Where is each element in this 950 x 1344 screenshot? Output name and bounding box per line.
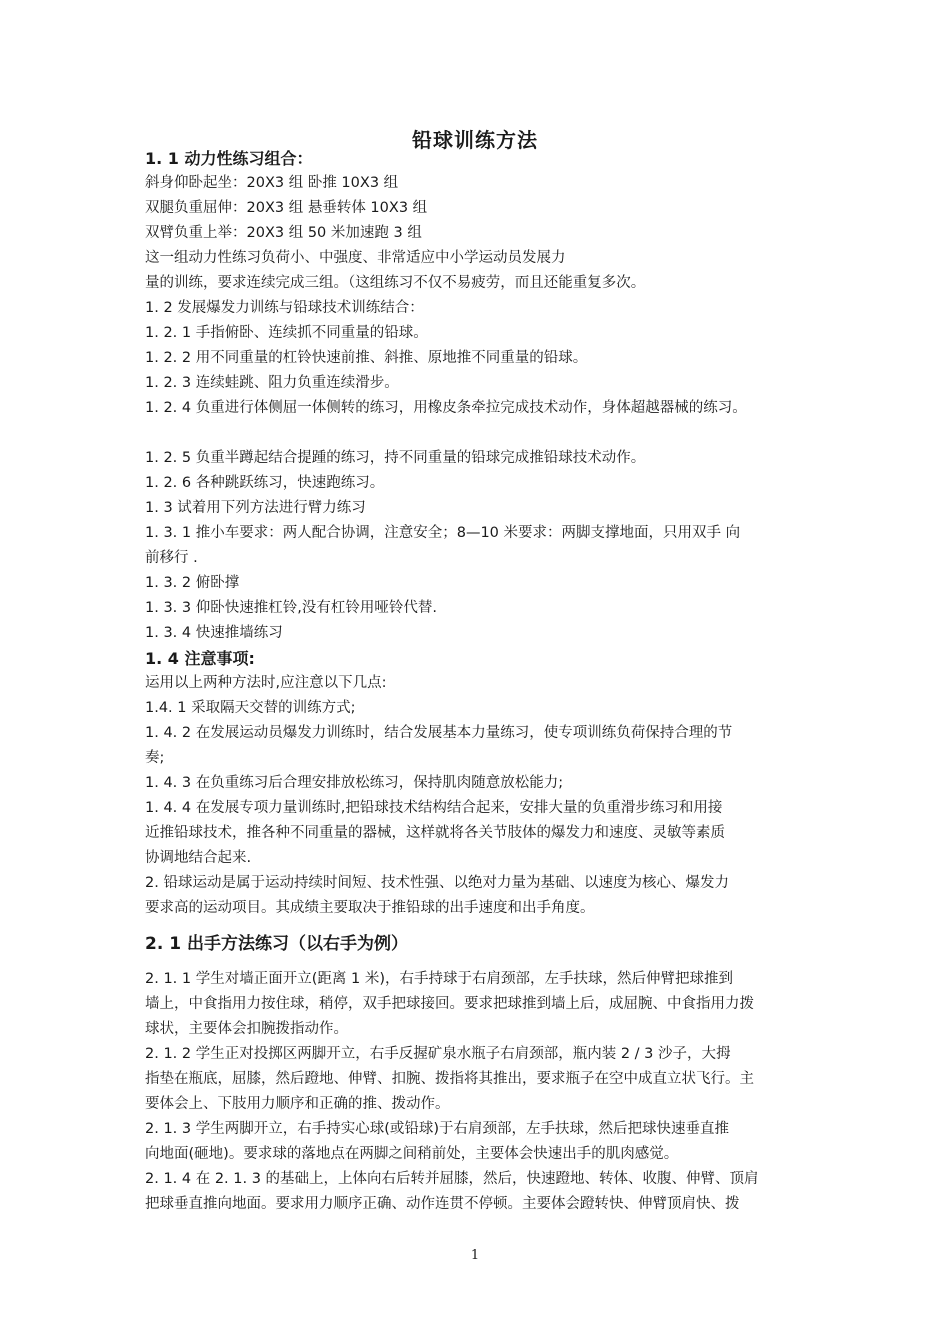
text-line: 1. 2. 2 用不同重量的杠铃快速前推、斜推、原地推不同重量的铅球。 [145,350,588,366]
text-line: 1. 4. 4 在发展专项力量训练时,把铅球技术结构结合起来，安排大量的负重滑步练习和用接 [145,800,723,816]
text-line: 1.4. 1 采取隔天交替的训练方式; [145,700,356,716]
text-line: 斜身仰卧起坐：20X3 组 卧推 10X3 组 [145,175,399,191]
text-line: 2. 铅球运动是属于运动持续时间短、技术性强、以绝对力量为基础、以速度为核心、爆发力 [145,875,729,891]
text-line: 要求高的运动项目。其成绩主要取决于推铅球的出手速度和出手角度。 [145,900,595,916]
text-line: 2. 1. 4 在 2. 1. 3 的基础上，上体向右后转并屈膝，然后，快速蹬地、转体、收腹、伸臂、顶肩 [145,1171,759,1187]
text-line: 1. 4. 2 在发展运动员爆发力训练时，结合发展基本力量练习，使专项训练负荷保持合理的节 [145,725,733,741]
page-number: 1 [470,1248,480,1263]
text-line: 这一组动力性练习负荷小、中强度、非常适应中小学运动员发展力 [145,250,566,266]
text-line: 要体会上、下肢用力顺序和正确的推、拨动作。 [145,1096,450,1112]
text-line: 1. 2 发展爆发力训练与铅球技术训练结合： [145,300,424,316]
text-line: 1. 2. 3 连续蛙跳、阻力负重连续滑步。 [145,375,399,391]
text-line: 向地面(砸地)。要求球的落地点在两脚之间稍前处，主要体会快速出手的肌肉感觉。 [145,1146,679,1162]
text-line: 1. 4. 3 在负重练习后合理安排放松练习，保持肌肉随意放松能力; [145,775,564,791]
text-line: 球状，主要体会扣腕拨指动作。 [145,1021,348,1037]
text-line: 1. 3 试着用下列方法进行臂力练习 [145,500,366,516]
text-line: 量的训练，要求连续完成三组。（这组练习不仅不易疲劳，而且还能重复多次。 [145,275,646,291]
text-line: 指垫在瓶底，屈膝，然后蹬地、伸臂、扣腕、拨指将其推出，要求瓶子在空中成直立状飞行。主 [145,1071,754,1087]
text-line: 把球垂直推向地面。要求用力顺序正确、动作连贯不停顿。主要体会蹬转快、伸臂顶肩快、拨 [145,1196,740,1212]
text-line: 1. 3. 1 推小车要求：两人配合协调，注意安全；8—10 米要求：两脚支撑地面，只用双手 向 [145,525,741,541]
document-body [145,146,825,1217]
text-line: 2. 1. 1 学生对墙正面开立(距离 1 米)，右手持球于右肩颈部，左手扶球，然后伸臂把球推到 [145,971,733,987]
text-line: 运用以上两种方法时,应注意以下几点: [145,675,387,691]
text-line: 1. 2. 6 各种跳跃练习，快速跑练习。 [145,475,385,491]
text-line: 双腿负重屈伸：20X3 组 悬垂转体 10X3 组 [145,200,428,216]
document-title: 铅球训练方法 [412,128,538,152]
text-line: 前移行 . [145,550,198,566]
text-line: 墙上，中食指用力按住球，稍停，双手把球接回。要求把球推到墙上后，成屈腕、中食指用力拨 [145,996,754,1012]
heading-2-1: 2. 1 出手方法练习（以右手为例） [145,934,408,954]
text-line: 双臂负重上举：20X3 组 50 米加速跑 3 组 [145,225,422,241]
heading-1-1: 1. 1 动力性练习组合： [145,149,313,168]
text-line: 协调地结合起来. [145,850,252,866]
text-line: 1. 3. 3 仰卧快速推杠铃,没有杠铃用哑铃代替. [145,600,437,616]
text-line: 1. 2. 5 负重半蹲起结合提踵的练习，持不同重量的铅球完成推铅球技术动作。 [145,450,646,466]
text-line: 1. 2. 4 负重进行体侧屈一体侧转的练习，用橡皮条牵拉完成技术动作，身体超越器械的练习。 [145,400,747,416]
text-line: 近推铅球技术，推各种不同重量的器械，这样就将各关节肢体的爆发力和速度、灵敏等素质 [145,825,725,841]
text-line: 1. 3. 4 快速推墙练习 [145,625,283,641]
heading-1-4: 1. 4 注意事项: [145,649,255,668]
text-line: 2. 1. 2 学生正对投掷区两脚开立，右手反握矿泉水瓶子右肩颈部，瓶内装 2 / 3 沙子，大拇 [145,1046,731,1062]
text-line: 奏; [145,750,165,766]
text-line: 1. 2. 1 手指俯卧、连续抓不同重量的铅球。 [145,325,428,341]
text-line: 1. 3. 2 俯卧撑 [145,575,240,591]
blank-line [145,421,825,446]
text-line: 2. 1. 3 学生两脚开立，右手持实心球(或铅球)于右肩颈部，左手扶球，然后把球快速垂直推 [145,1121,730,1137]
